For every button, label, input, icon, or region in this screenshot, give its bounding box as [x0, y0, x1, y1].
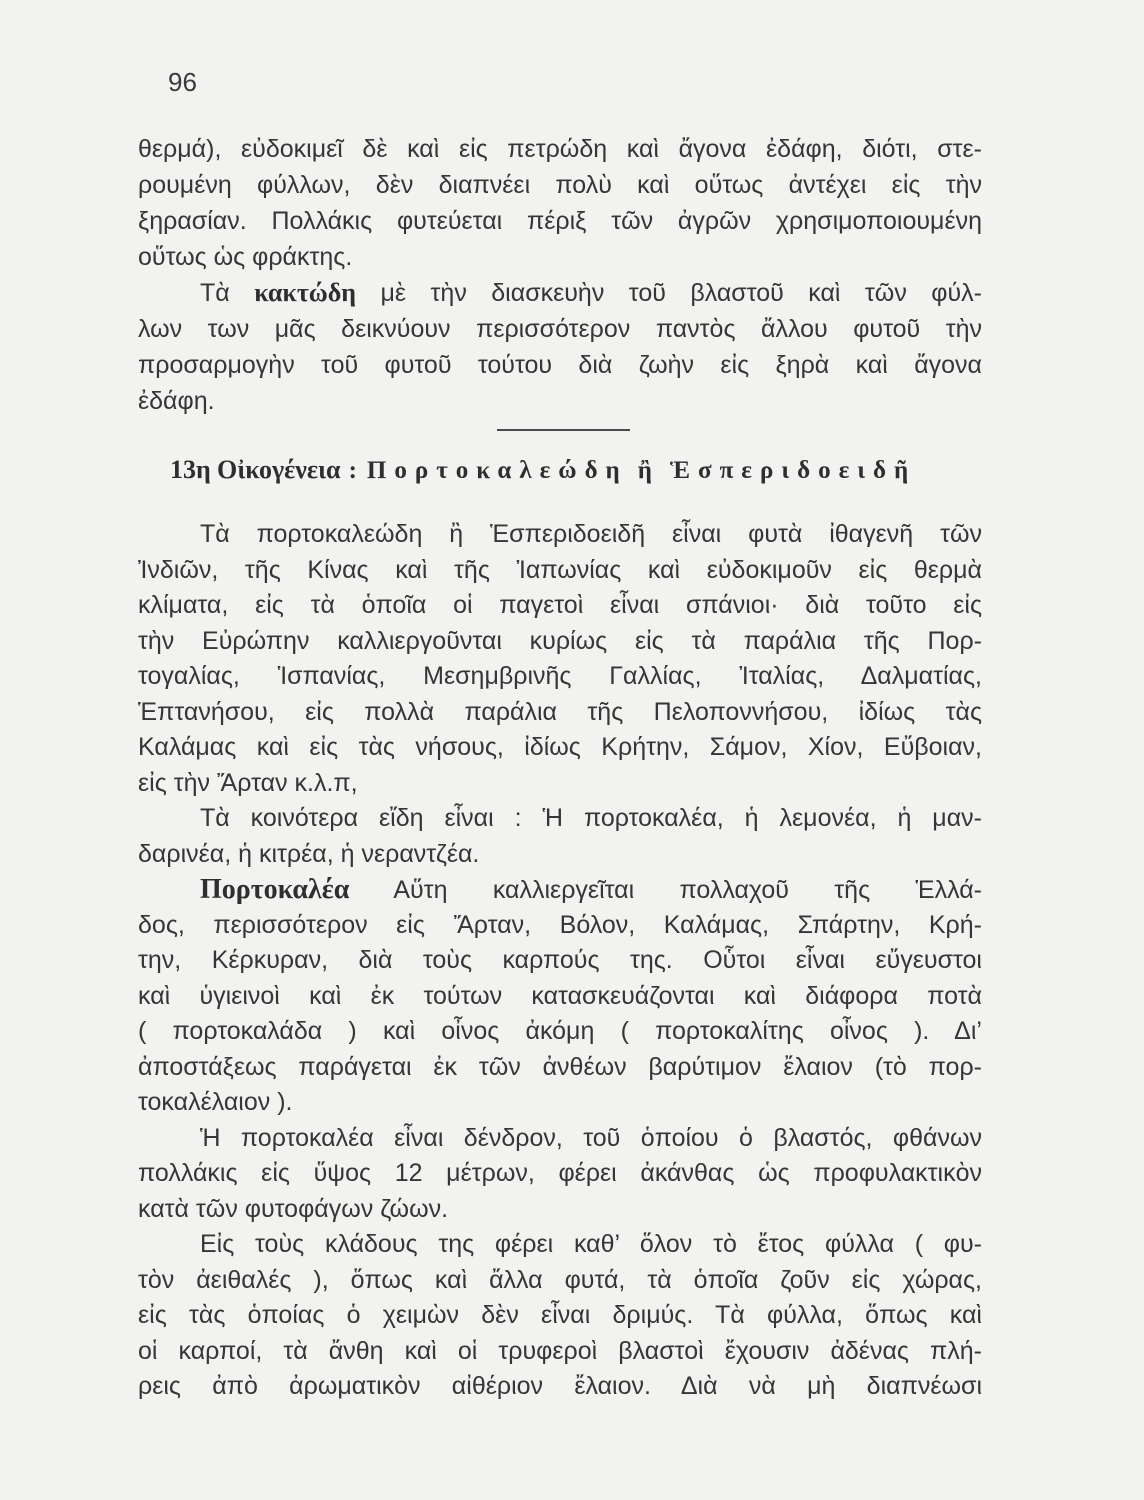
emphasized-term: κακτώδη [254, 278, 357, 307]
text-segment: Αὕτη καλλιεργεῖται πολλαχοῦ τῆς Ἑλλά- [393, 876, 982, 904]
text-line: ( πορτοκαλάδα ) καὶ οἶνος ἀκόμη ( πορτοκαλίτης οἶνος ). Δι’ [138, 1017, 982, 1045]
section-name-alternate: Ἑσπεριδοειδῆ [669, 457, 917, 484]
text-line: Καλάμας καὶ εἰς τὰς νήσους, ἰδίως Κρήτην, Σάμον, Χίον, Εὔβοιαν, [138, 733, 982, 761]
text-block-top [138, 131, 982, 419]
text-line: Εἰς τοὺς κλάδους της φέρει καθ’ ὅλον τὸ ἔτος φύλλα ( φυ- [200, 1230, 982, 1258]
text-block-main [138, 517, 982, 1405]
paragraph [138, 1121, 982, 1228]
section-number: 13η [170, 455, 211, 484]
paragraph [138, 275, 982, 419]
text-line: ξηρασίαν. Πολλάκις φυτεύεται πέριξ τῶν ἀγρῶν χρησιμοποιουμένη [138, 207, 982, 235]
text-line: δος, περισσότερον εἰς Ἄρταν, Βόλον, Καλάμας, Σπάρτην, Κρή- [138, 910, 982, 939]
section-name-primary: Πορτοκαλεώδη [366, 457, 628, 484]
text-line: εἰς τὴν Ἄρταν κ.λ.π, [138, 768, 358, 797]
text-line: Τὰ κοινότερα εἴδη εἶναι : Ἡ πορτοκαλέα, ἡ λεμονέα, ἡ μαν- [200, 804, 982, 832]
text-line: δαρινέα, ἡ κιτρέα, ἡ νεραντζέα. [138, 839, 480, 868]
text-line: Τὰ πορτοκαλεώδη ἢ Ἑσπεριδοειδῆ εἶναι φυτὰ ἰθαγενῆ τῶν [200, 520, 982, 548]
paragraph [138, 1227, 982, 1405]
text-line: θερμά), εὐδοκιμεῖ δὲ καὶ εἰς πετρώδη καὶ ἄγονα ἐδάφη, διότι, στε- [138, 135, 982, 163]
section-conjunction: ἢ [637, 457, 660, 484]
text-line [138, 275, 982, 311]
text-line: προσαρμογὴν τοῦ φυτοῦ τούτου διὰ ζωὴν εἰς ξηρὰ καὶ ἄγονα [138, 351, 982, 379]
section-separator: : [348, 457, 357, 484]
page-number: 96 [168, 67, 197, 97]
section-label: Οἰκογένεια [217, 455, 341, 484]
text-line: ρεις ἀπὸ ἀρωματικὸν αἰθέριον ἔλαιον. Διὰ νὰ μὴ διαπνέωσι [138, 1372, 982, 1400]
emphasized-term: Πορτοκαλέα [200, 874, 350, 905]
text-segment: Τὰ [200, 279, 230, 307]
text-line: καὶ ὑγιεινοὶ καὶ ἐκ τούτων κατασκευάζονται καὶ διάφορα ποτὰ [138, 981, 982, 1010]
section-divider [497, 429, 630, 431]
section-heading [170, 451, 1070, 489]
paragraph [138, 517, 982, 801]
text-line [138, 872, 982, 908]
text-line: ἀποστάξεως παράγεται ἐκ τῶν ἀνθέων βαρύτιμον ἔλαιον (τὸ πορ- [138, 1052, 982, 1081]
text-line: Ἡ πορτοκαλέα εἶναι δένδρον, τοῦ ὁποίου ὁ βλαστός, φθάνων [200, 1123, 982, 1152]
text-line: εἰς τὰς ὁποίας ὁ χειμὼν δὲν εἶναι δριμύς. Τὰ φύλλα, ὅπως καὶ [138, 1301, 982, 1329]
text-line: κατὰ τῶν φυτοφάγων ζώων. [138, 1194, 449, 1223]
text-line: τὸν ἀειθαλές ), ὅπως καὶ ἄλλα φυτά, τὰ ὁποῖα ζοῦν εἰς χώρας, [138, 1265, 982, 1294]
text-line: τογαλίας, Ἱσπανίας, Μεσημβρινῆς Γαλλίας, Ἰταλίας, Δαλματίας, [138, 662, 982, 690]
text-line: τὴν Εὐρώπην καλλιεργοῦνται κυρίως εἰς τὰ παράλια τῆς Πορ- [138, 626, 982, 655]
text-line: ρουμένη φύλλων, δὲν διαπνέει πολὺ καὶ οὕτως ἀντέχει εἰς τὴν [138, 171, 982, 199]
paragraph [138, 872, 982, 1121]
text-line: κλίματα, εἰς τὰ ὁποῖα οἱ παγετοὶ εἶναι σπάνιοι· διὰ τοῦτο εἰς [138, 591, 982, 619]
text-line: οὕτως ὡς φράκτης. [138, 243, 353, 271]
text-line: οἱ καρποί, τὰ ἄνθη καὶ οἱ τρυφεροὶ βλαστοὶ ἔχουσιν ἀδένας πλή- [138, 1336, 982, 1365]
text-line: την, Κέρκυραν, διὰ τοὺς καρπούς της. Οὗτοι εἶναι εὔγευστοι [138, 946, 982, 974]
text-line: τοκαλέλαιον ). [138, 1088, 293, 1116]
text-line: λων των μᾶς δεικνύουν περισσότερον παντὸς ἄλλου φυτοῦ τὴν [138, 315, 982, 343]
text-line: Ἑπτανήσου, εἰς πολλὰ παράλια τῆς Πελοποννήσου, ἰδίως τὰς [138, 697, 982, 726]
text-line: πολλάκις εἰς ὕψος 12 μέτρων, φέρει ἀκάνθας ὡς προφυλακτικὸν [138, 1159, 982, 1187]
paragraph [138, 801, 982, 872]
text-segment: μὲ τὴν διασκευὴν τοῦ βλαστοῦ καὶ τῶν φύλ- [380, 279, 982, 307]
text-line: Ἰνδιῶν, τῆς Κίνας καὶ τῆς Ἰαπωνίας καὶ εὐδοκιμοῦν εἰς θερμὰ [138, 555, 982, 584]
paragraph [138, 131, 982, 275]
text-line: ἐδάφη. [138, 387, 215, 415]
